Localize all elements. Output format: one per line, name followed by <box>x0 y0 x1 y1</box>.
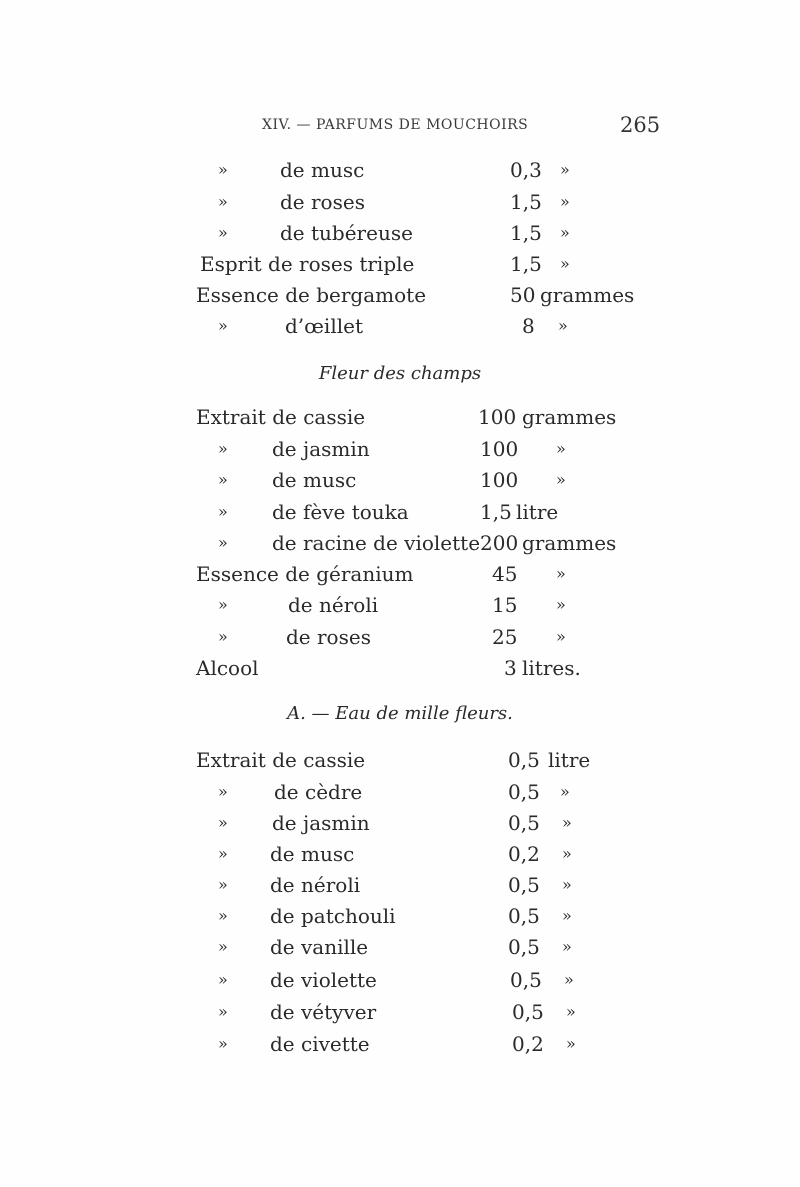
ingredient-name: de jasmin <box>272 811 370 835</box>
running-title: XIV. — PARFUMS DE MOUCHOIRS <box>262 117 529 133</box>
ditto-mark: » <box>218 782 228 801</box>
ingredient-qty: 0,2 <box>508 842 540 866</box>
ingredient-unit: » <box>556 439 566 458</box>
ditto-mark: » <box>218 316 228 335</box>
ingredient-name: de musc <box>280 158 365 182</box>
ingredient-unit: » <box>560 192 570 211</box>
ingredient-name: de cèdre <box>274 780 363 804</box>
ingredient-unit: » <box>566 1002 576 1021</box>
ingredient-name: de musc <box>270 842 355 866</box>
ingredient-name: de vanille <box>270 935 369 959</box>
ditto-mark: » <box>218 533 228 552</box>
ingredient-name: Essence de bergamote <box>196 283 427 307</box>
ingredient-unit: » <box>560 254 570 273</box>
ingredient-qty: 0,2 <box>512 1032 544 1056</box>
recipe-row <box>0 434 800 464</box>
ingredient-name: de néroli <box>288 593 379 617</box>
ditto-mark: » <box>218 970 228 989</box>
ingredient-qty: 15 <box>492 593 518 617</box>
recipe-row <box>0 808 800 838</box>
ingredient-qty: 1,5 <box>510 190 542 214</box>
ditto-mark: » <box>218 813 228 832</box>
recipe-row <box>0 155 800 185</box>
recipe-row <box>0 249 800 279</box>
ingredient-name: de musc <box>272 468 357 492</box>
ditto-mark: » <box>218 1002 228 1021</box>
ingredient-unit: » <box>564 970 574 989</box>
ingredient-qty: 50 <box>510 283 536 307</box>
ingredient-unit: » <box>556 627 566 646</box>
ditto-mark: » <box>218 875 228 894</box>
page-number: 265 <box>620 113 661 137</box>
ditto-mark: » <box>218 595 228 614</box>
ditto-mark: » <box>218 906 228 925</box>
ingredient-qty: 8 <box>522 314 535 338</box>
ditto-mark: » <box>218 502 228 521</box>
running-head <box>0 113 800 141</box>
ingredient-unit: » <box>562 813 572 832</box>
recipe-row <box>0 622 800 652</box>
recipe-row <box>0 187 800 217</box>
ditto-mark: » <box>218 1034 228 1053</box>
ditto-mark: » <box>218 937 228 956</box>
ingredient-name: de fève touka <box>272 500 409 524</box>
recipe-row <box>0 653 800 683</box>
ingredient-unit: litre <box>516 500 559 524</box>
ingredient-qty: 0,5 <box>508 935 540 959</box>
ingredient-qty: 0,3 <box>510 158 542 182</box>
ingredient-qty: 200 <box>480 531 519 555</box>
recipe-row <box>0 559 800 589</box>
ingredient-name: de civette <box>270 1032 370 1056</box>
ingredient-qty: 0,5 <box>512 1000 544 1024</box>
ingredient-unit: litres. <box>522 656 581 680</box>
ingredient-qty: 100 <box>478 405 517 429</box>
ingredient-qty: 0,5 <box>508 780 540 804</box>
ingredient-name: de violette <box>270 968 377 992</box>
section-heading: Fleur des champs <box>318 363 482 384</box>
recipe-row <box>0 932 800 962</box>
recipe-row <box>0 590 800 620</box>
ingredient-name: Alcool <box>196 656 259 680</box>
ingredient-unit: » <box>562 906 572 925</box>
ingredient-name: de patchouli <box>270 904 396 928</box>
recipe-row <box>0 777 800 807</box>
recipe-row <box>0 465 800 495</box>
ingredient-qty: 0,5 <box>508 873 540 897</box>
ingredient-unit: grammes <box>540 283 635 307</box>
ingredient-name: de néroli <box>270 873 361 897</box>
ingredient-qty: 0,5 <box>508 904 540 928</box>
ingredient-qty: 100 <box>480 437 519 461</box>
ingredient-name: de roses <box>280 190 365 214</box>
ingredient-unit: grammes <box>522 531 617 555</box>
ingredient-unit: » <box>556 595 566 614</box>
ingredient-unit: » <box>560 160 570 179</box>
ingredient-unit: litre <box>548 748 591 772</box>
ingredient-name: de jasmin <box>272 437 370 461</box>
ingredient-qty: 0,5 <box>508 748 540 772</box>
ingredient-qty: 1,5 <box>510 252 542 276</box>
ingredient-name: Essence de géranium <box>196 562 414 586</box>
ingredient-unit: » <box>562 844 572 863</box>
ingredient-unit: » <box>560 782 570 801</box>
ditto-mark: » <box>218 470 228 489</box>
recipe-row <box>0 218 800 248</box>
ingredient-name: de vétyver <box>270 1000 377 1024</box>
recipe-row <box>0 745 800 775</box>
ditto-mark: » <box>218 223 228 242</box>
recipe-row <box>0 997 800 1027</box>
ingredient-qty: 3 <box>504 656 517 680</box>
ingredient-unit: grammes <box>522 405 617 429</box>
ingredient-qty: 1,5 <box>480 500 512 524</box>
ditto-mark: » <box>218 627 228 646</box>
ingredient-name: Extrait de cassie <box>196 748 366 772</box>
recipe-row <box>0 839 800 869</box>
ingredient-unit: » <box>566 1034 576 1053</box>
ingredient-unit: » <box>556 470 566 489</box>
recipe-row <box>0 497 800 527</box>
recipe-row <box>0 311 800 341</box>
recipe-row <box>0 901 800 931</box>
ingredient-name: de tubéreuse <box>280 221 413 245</box>
ingredient-qty: 100 <box>480 468 519 492</box>
ingredient-unit: » <box>558 316 568 335</box>
ingredient-qty: 25 <box>492 625 518 649</box>
ingredient-name: de roses <box>286 625 371 649</box>
recipe-row <box>0 402 800 432</box>
recipe-row <box>0 280 800 310</box>
ingredient-unit: » <box>560 223 570 242</box>
ingredient-qty: 1,5 <box>510 221 542 245</box>
ingredient-unit: » <box>562 937 572 956</box>
recipe-row <box>0 1029 800 1059</box>
ingredient-qty: 45 <box>492 562 518 586</box>
ingredient-name: Extrait de cassie <box>196 405 366 429</box>
ditto-mark: » <box>218 844 228 863</box>
ingredient-name: Esprit de roses triple <box>200 252 415 276</box>
recipe-row <box>0 870 800 900</box>
recipe-row <box>0 965 800 995</box>
ingredient-qty: 0,5 <box>508 811 540 835</box>
section-heading: A. — Eau de mille fleurs. <box>287 703 513 724</box>
ditto-mark: » <box>218 192 228 211</box>
ingredient-name: de racine de violette <box>272 531 481 555</box>
ingredient-unit: » <box>562 875 572 894</box>
ditto-mark: » <box>218 160 228 179</box>
ingredient-unit: » <box>556 564 566 583</box>
recipe-row <box>0 528 800 558</box>
ingredient-name: d’œillet <box>285 314 363 338</box>
ingredient-qty: 0,5 <box>510 968 542 992</box>
ditto-mark: » <box>218 439 228 458</box>
